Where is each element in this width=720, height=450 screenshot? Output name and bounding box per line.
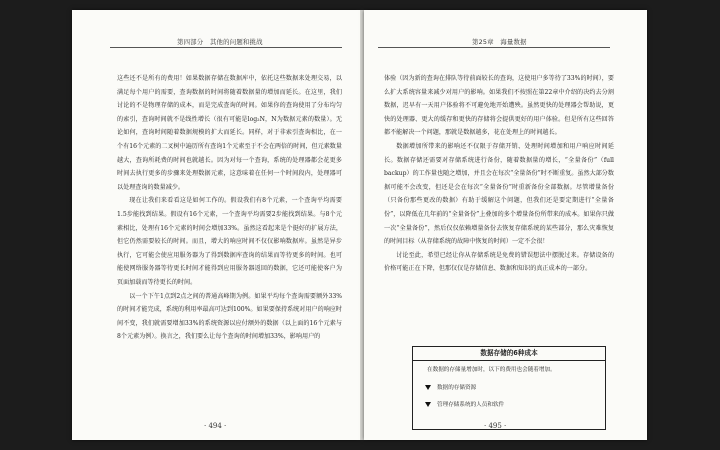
box-intro: 在数据的存储量增加时，以下的费用也会随着增加。 [427, 367, 556, 373]
right-page-body [384, 72, 614, 276]
header-rule [110, 47, 342, 48]
box-title: 数据存储的6种成本 [413, 347, 605, 361]
header-rule [378, 47, 610, 48]
right-page [364, 10, 647, 440]
box-list-item [425, 383, 476, 391]
page-number: · 494 · [204, 422, 227, 430]
left-page-header: 第四部分 其他的问题和挑战 [177, 38, 263, 46]
sidebar-box [412, 346, 606, 430]
box-list-item [425, 400, 504, 408]
triangle-bullet-icon [425, 385, 431, 390]
page-number: · 495 · [484, 422, 507, 430]
paragraph: 体验（因为新的查询在排队等待前面较长的查询，这使用户多等待了33%的时间），要么扩大系统容量来减少对用户的影响。如果我们不按照在第22章中介绍的决约去分割数据，迟早有一天用户体验将不可避免地开始遭殃。虽然更快的处理器会帮助说，更快的处理器、更大的缓存和更快的存储将会提供更好的用户体验。但是所有这些回答都不能解决一个问题，那就是数据越多，花在处理上的时间越长。 [384, 75, 614, 137]
paragraph: 数据增加所带来的影响还不仅限于存储开销、处理时间增加和用户响应时间延长。数据存储还需要对存储系统进行备份，随着数据量的增长，“全量备份”（full backup）的工作量也随之增加，并且会在每次“全量备份”时不断重复。虽然大部分数据可能不会改变，但还是会在每次“全量备份”时重新备份全部数据。尽管增量备份（只备份那些更改的数据）有助于缓解这个问题，但我们还是要定期进行“全量备份”，以降低在几年前的“全量备份”上叠加的多个增量备份所带来的成本。如果你只做一次“全量备份”，然后仅仅依赖增量备份去恢复存储系统的某些部分，那么灾难恢复的时间目标（从存储系统的故障中恢复的时间）一定不会很！ [384, 142, 614, 246]
right-page-header: 第25章 海量数据 [472, 38, 527, 46]
paragraph: 讨论至此，希望已经让你从存储系统是免费的错误想法中摆脱过来。存储设备的价格可能正在下降，但那仅仅是存储信息、数据和知识的真正成本的一部分。 [384, 251, 614, 273]
paragraph: 现在让我们来看看这是如何工作的。假设我们有8个元素，一个查询平均需要1.5步能找到结果。假设有16个元素，一个查询平均需要2步能找到结果。与8个元素相比，处理有16个元素的时间会增加33%。虽然这看起来是个挺好的扩展方法，但它仍然需要较长的时间。而且，增大的响应时间不仅仅影响数据库。虽然是异步执行，它可能会使应用服务器为了得到数据库查询的结果而等待更多的时间。也可能使网络服务器等待更长时间才能得到应用服务器返回的数据，它还可能使客户为页面加载而等待更长的时间。 [117, 197, 342, 286]
box-list-item-label: 数据的存储资源 [437, 385, 477, 391]
paragraph: 以一个下午1点到2点之间的普通高峰期为例。如果平均每个查询需要额外33%的时间才能完成，系统的利用率最高可达到100%。如果要保持系统对用户的响应时间不变，我们就需要增加33%的系统资源以应付额外的数据（以上面的16个元素与8个元素为例）。换言之，我们要么让每个查询的时间增加33%，影响用户的 [117, 292, 342, 341]
left-page [72, 10, 360, 440]
box-list-item-label: 管理存储系统的人员和软件 [437, 402, 505, 408]
paragraph: 这些还不是所有的费用！如果数据存储在数据库中，依托这些数据来处理交易，以满足每个用户的需要，查询数据的时间将随着数据量的增加而延长。在这里，我们讨论的不是物理存储的成本，而是完成查询的时间。如果你的查询使用了分布均匀的索引，查询时间就不是线性增长（很有可能是log₂N，N为数据元素的数量）。无论如何，查询时间随着数据规模的扩大而延长。同样，对于非索引查询相比，在一个有16个元素的二叉树中遍历所有查询1个元素至于不会在两倍的时间，但元素数量越大，查询所耗费的时间也就越长。因为对每一个查询，系统的处理器都会花更多时间去执行更多的步骤来处理数据元素，这意味着在任何一个时间段内，处理器可以处理查询的数量减少。 [117, 75, 342, 191]
left-page-body [117, 72, 342, 344]
triangle-bullet-icon [425, 402, 431, 407]
